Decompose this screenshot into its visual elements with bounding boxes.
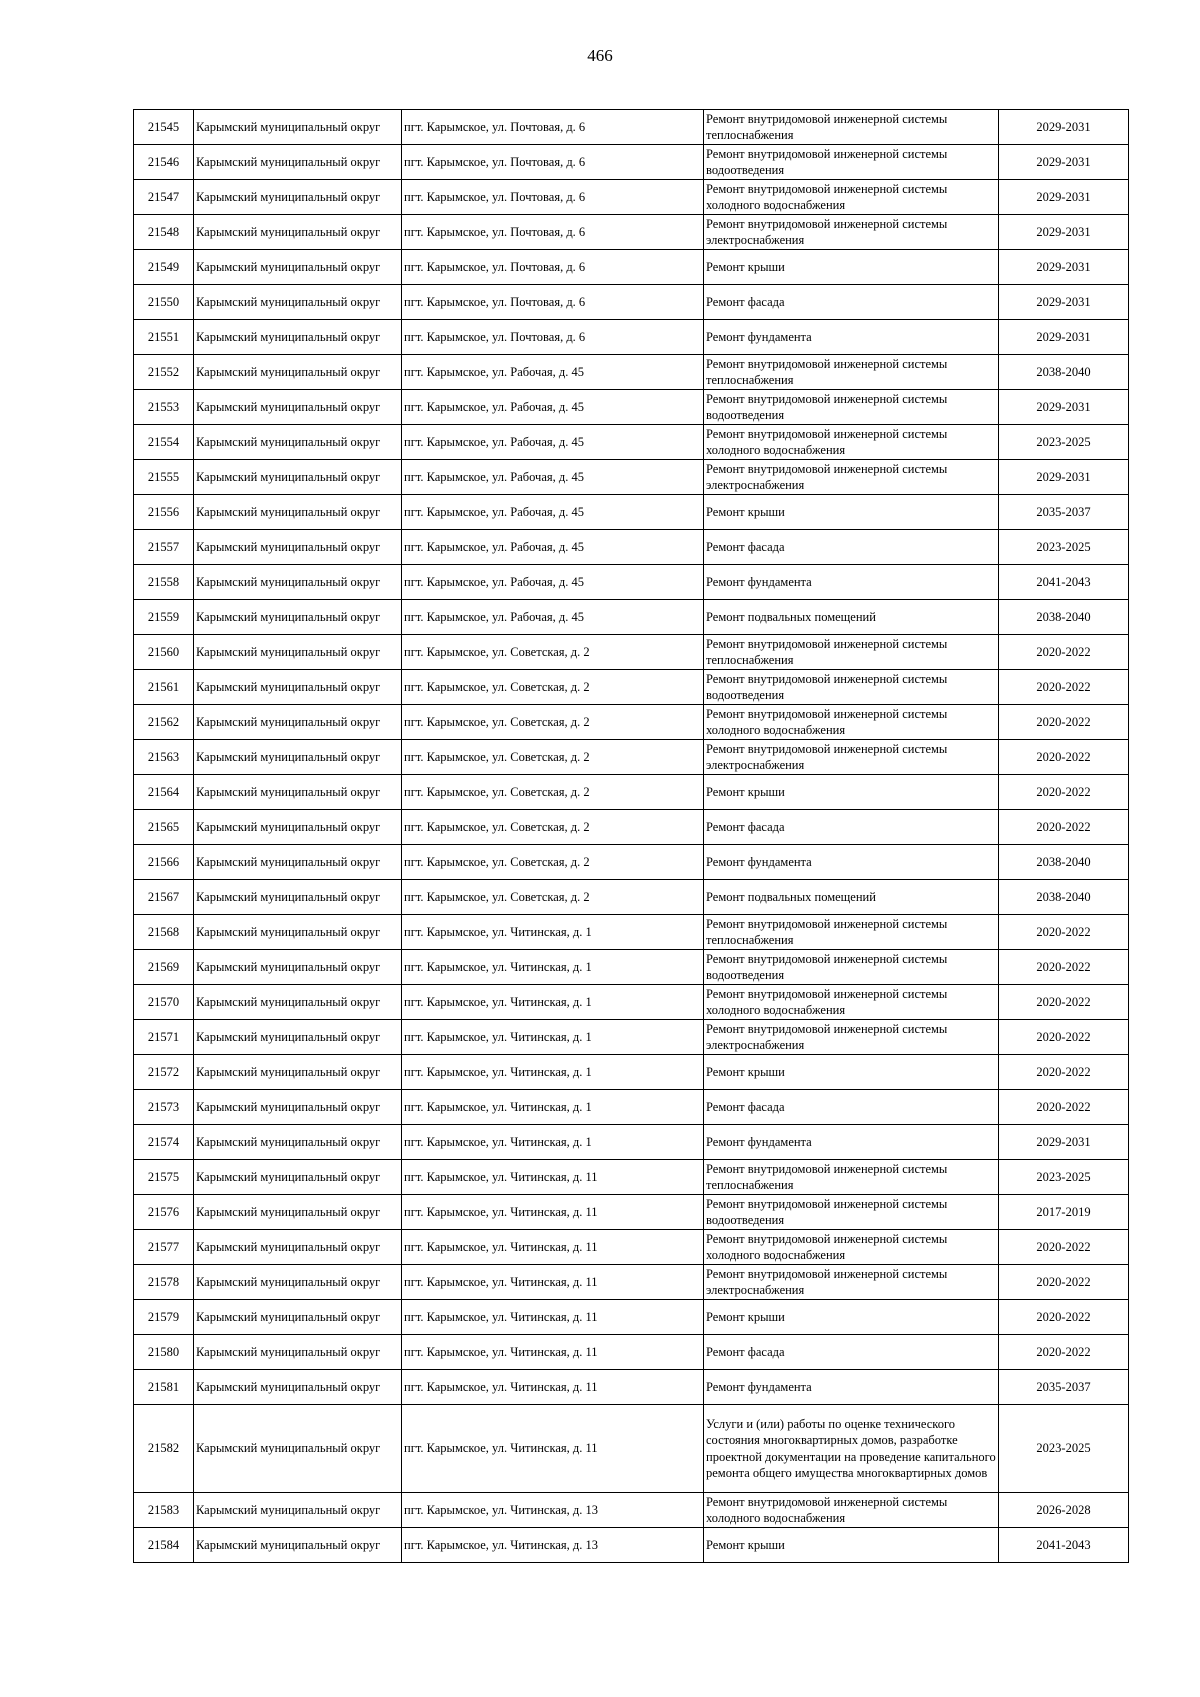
row-number-cell: 21577	[134, 1230, 194, 1265]
district-cell: Карымский муниципальный округ	[194, 1405, 402, 1493]
district-cell: Карымский муниципальный округ	[194, 110, 402, 145]
period-cell: 2020-2022	[999, 635, 1129, 670]
address-cell: пгт. Карымское, ул. Почтовая, д. 6	[402, 320, 704, 355]
work-type-cell: Ремонт внутридомовой инженерной системы холодного водоснабжения	[704, 985, 999, 1020]
district-cell: Карымский муниципальный округ	[194, 320, 402, 355]
address-cell: пгт. Карымское, ул. Рабочая, д. 45	[402, 530, 704, 565]
table-row	[134, 600, 1129, 635]
row-number-cell: 21561	[134, 670, 194, 705]
table-row	[134, 530, 1129, 565]
district-cell: Карымский муниципальный округ	[194, 1230, 402, 1265]
period-cell: 2020-2022	[999, 740, 1129, 775]
work-type-cell: Ремонт фундамента	[704, 1125, 999, 1160]
work-type-cell: Услуги и (или) работы по оценке технического состояния многоквартирных домов, разработке проектной документации на проведение капитального ремонта общего имущества многоквартирных домов	[704, 1405, 999, 1493]
work-type-cell: Ремонт внутридомовой инженерной системы теплоснабжения	[704, 1160, 999, 1195]
address-cell: пгт. Карымское, ул. Рабочая, д. 45	[402, 565, 704, 600]
table-row	[134, 950, 1129, 985]
row-number-cell: 21584	[134, 1528, 194, 1563]
period-cell: 2020-2022	[999, 810, 1129, 845]
period-cell: 2026-2028	[999, 1493, 1129, 1528]
work-type-cell: Ремонт внутридомовой инженерной системы теплоснабжения	[704, 915, 999, 950]
page-number: 466	[587, 46, 613, 65]
district-cell: Карымский муниципальный округ	[194, 530, 402, 565]
work-type-cell: Ремонт фундамента	[704, 565, 999, 600]
capital-repair-table	[133, 109, 1129, 1563]
district-cell: Карымский муниципальный округ	[194, 145, 402, 180]
row-number-cell: 21568	[134, 915, 194, 950]
work-type-cell: Ремонт внутридомовой инженерной системы холодного водоснабжения	[704, 180, 999, 215]
row-number-cell: 21554	[134, 425, 194, 460]
address-cell: пгт. Карымское, ул. Советская, д. 2	[402, 635, 704, 670]
row-number-cell: 21565	[134, 810, 194, 845]
period-cell: 2023-2025	[999, 1160, 1129, 1195]
table-row	[134, 250, 1129, 285]
work-type-cell: Ремонт внутридомовой инженерной системы теплоснабжения	[704, 355, 999, 390]
period-cell: 2023-2025	[999, 425, 1129, 460]
district-cell: Карымский муниципальный округ	[194, 425, 402, 460]
address-cell: пгт. Карымское, ул. Читинская, д. 11	[402, 1370, 704, 1405]
district-cell: Карымский муниципальный округ	[194, 1090, 402, 1125]
work-type-cell: Ремонт крыши	[704, 250, 999, 285]
row-number-cell: 21547	[134, 180, 194, 215]
table-row	[134, 1370, 1129, 1405]
table-row	[134, 985, 1129, 1020]
work-type-cell: Ремонт внутридомовой инженерной системы водоотведения	[704, 670, 999, 705]
period-cell: 2029-2031	[999, 145, 1129, 180]
period-cell: 2035-2037	[999, 495, 1129, 530]
work-type-cell: Ремонт крыши	[704, 1300, 999, 1335]
address-cell: пгт. Карымское, ул. Почтовая, д. 6	[402, 285, 704, 320]
address-cell: пгт. Карымское, ул. Читинская, д. 11	[402, 1405, 704, 1493]
address-cell: пгт. Карымское, ул. Советская, д. 2	[402, 845, 704, 880]
district-cell: Карымский муниципальный округ	[194, 495, 402, 530]
table-row	[134, 845, 1129, 880]
address-cell: пгт. Карымское, ул. Советская, д. 2	[402, 705, 704, 740]
row-number-cell: 21581	[134, 1370, 194, 1405]
district-cell: Карымский муниципальный округ	[194, 1125, 402, 1160]
address-cell: пгт. Карымское, ул. Советская, д. 2	[402, 880, 704, 915]
period-cell: 2020-2022	[999, 950, 1129, 985]
district-cell: Карымский муниципальный округ	[194, 845, 402, 880]
period-cell: 2020-2022	[999, 1265, 1129, 1300]
address-cell: пгт. Карымское, ул. Читинская, д. 1	[402, 1020, 704, 1055]
address-cell: пгт. Карымское, ул. Читинская, д. 11	[402, 1265, 704, 1300]
period-cell: 2029-2031	[999, 215, 1129, 250]
district-cell: Карымский муниципальный округ	[194, 215, 402, 250]
address-cell: пгт. Карымское, ул. Советская, д. 2	[402, 670, 704, 705]
work-type-cell: Ремонт фундамента	[704, 320, 999, 355]
address-cell: пгт. Карымское, ул. Читинская, д. 13	[402, 1493, 704, 1528]
row-number-cell: 21546	[134, 145, 194, 180]
address-cell: пгт. Карымское, ул. Читинская, д. 1	[402, 985, 704, 1020]
work-type-cell: Ремонт внутридомовой инженерной системы холодного водоснабжения	[704, 1230, 999, 1265]
period-cell: 2029-2031	[999, 1125, 1129, 1160]
address-cell: пгт. Карымское, ул. Рабочая, д. 45	[402, 495, 704, 530]
period-cell: 2029-2031	[999, 460, 1129, 495]
work-type-cell: Ремонт фундамента	[704, 845, 999, 880]
table-row	[134, 215, 1129, 250]
row-number-cell: 21548	[134, 215, 194, 250]
district-cell: Карымский муниципальный округ	[194, 1335, 402, 1370]
district-cell: Карымский муниципальный округ	[194, 810, 402, 845]
table-row	[134, 915, 1129, 950]
table-row	[134, 1125, 1129, 1160]
period-cell: 2041-2043	[999, 1528, 1129, 1563]
work-type-cell: Ремонт крыши	[704, 1055, 999, 1090]
work-type-cell: Ремонт внутридомовой инженерной системы холодного водоснабжения	[704, 705, 999, 740]
table-row	[134, 1020, 1129, 1055]
work-type-cell: Ремонт внутридомовой инженерной системы теплоснабжения	[704, 635, 999, 670]
row-number-cell: 21560	[134, 635, 194, 670]
period-cell: 2038-2040	[999, 880, 1129, 915]
address-cell: пгт. Карымское, ул. Рабочая, д. 45	[402, 425, 704, 460]
period-cell: 2020-2022	[999, 1020, 1129, 1055]
row-number-cell: 21551	[134, 320, 194, 355]
period-cell: 2020-2022	[999, 1300, 1129, 1335]
table-row	[134, 145, 1129, 180]
row-number-cell: 21555	[134, 460, 194, 495]
address-cell: пгт. Карымское, ул. Читинская, д. 11	[402, 1230, 704, 1265]
table-row	[134, 320, 1129, 355]
period-cell: 2020-2022	[999, 985, 1129, 1020]
district-cell: Карымский муниципальный округ	[194, 390, 402, 425]
table-row	[134, 880, 1129, 915]
district-cell: Карымский муниципальный округ	[194, 1020, 402, 1055]
district-cell: Карымский муниципальный округ	[194, 355, 402, 390]
row-number-cell: 21575	[134, 1160, 194, 1195]
period-cell: 2017-2019	[999, 1195, 1129, 1230]
district-cell: Карымский муниципальный округ	[194, 285, 402, 320]
district-cell: Карымский муниципальный округ	[194, 950, 402, 985]
district-cell: Карымский муниципальный округ	[194, 915, 402, 950]
district-cell: Карымский муниципальный округ	[194, 635, 402, 670]
row-number-cell: 21549	[134, 250, 194, 285]
table-row	[134, 1493, 1129, 1528]
row-number-cell: 21545	[134, 110, 194, 145]
district-cell: Карымский муниципальный округ	[194, 1300, 402, 1335]
work-type-cell: Ремонт внутридомовой инженерной системы электроснабжения	[704, 740, 999, 775]
row-number-cell: 21576	[134, 1195, 194, 1230]
row-number-cell: 21583	[134, 1493, 194, 1528]
row-number-cell: 21559	[134, 600, 194, 635]
district-cell: Карымский муниципальный округ	[194, 705, 402, 740]
row-number-cell: 21569	[134, 950, 194, 985]
work-type-cell: Ремонт внутридомовой инженерной системы холодного водоснабжения	[704, 1493, 999, 1528]
table-row	[134, 705, 1129, 740]
address-cell: пгт. Карымское, ул. Читинская, д. 11	[402, 1160, 704, 1195]
period-cell: 2023-2025	[999, 1405, 1129, 1493]
row-number-cell: 21562	[134, 705, 194, 740]
district-cell: Карымский муниципальный округ	[194, 1055, 402, 1090]
row-number-cell: 21552	[134, 355, 194, 390]
period-cell: 2029-2031	[999, 110, 1129, 145]
table-row	[134, 180, 1129, 215]
row-number-cell: 21573	[134, 1090, 194, 1125]
table-row	[134, 775, 1129, 810]
address-cell: пгт. Карымское, ул. Читинская, д. 11	[402, 1335, 704, 1370]
row-number-cell: 21579	[134, 1300, 194, 1335]
table-body	[134, 110, 1129, 1563]
district-cell: Карымский муниципальный округ	[194, 1370, 402, 1405]
table-row	[134, 635, 1129, 670]
period-cell: 2038-2040	[999, 600, 1129, 635]
period-cell: 2029-2031	[999, 285, 1129, 320]
work-type-cell: Ремонт крыши	[704, 1528, 999, 1563]
table-row	[134, 565, 1129, 600]
row-number-cell: 21582	[134, 1405, 194, 1493]
address-cell: пгт. Карымское, ул. Читинская, д. 1	[402, 1125, 704, 1160]
table-row	[134, 1090, 1129, 1125]
work-type-cell: Ремонт подвальных помещений	[704, 600, 999, 635]
district-cell: Карымский муниципальный округ	[194, 775, 402, 810]
address-cell: пгт. Карымское, ул. Читинская, д. 13	[402, 1528, 704, 1563]
work-type-cell: Ремонт внутридомовой инженерной системы водоотведения	[704, 390, 999, 425]
work-type-cell: Ремонт внутридомовой инженерной системы водоотведения	[704, 1195, 999, 1230]
district-cell: Карымский муниципальный округ	[194, 460, 402, 495]
period-cell: 2029-2031	[999, 320, 1129, 355]
address-cell: пгт. Карымское, ул. Читинская, д. 11	[402, 1300, 704, 1335]
table-row	[134, 1405, 1129, 1493]
row-number-cell: 21570	[134, 985, 194, 1020]
work-type-cell: Ремонт фасада	[704, 810, 999, 845]
table-row	[134, 460, 1129, 495]
address-cell: пгт. Карымское, ул. Читинская, д. 1	[402, 1055, 704, 1090]
table-row	[134, 1528, 1129, 1563]
period-cell: 2041-2043	[999, 565, 1129, 600]
row-number-cell: 21564	[134, 775, 194, 810]
work-type-cell: Ремонт фасада	[704, 1090, 999, 1125]
period-cell: 2029-2031	[999, 180, 1129, 215]
period-cell: 2020-2022	[999, 1230, 1129, 1265]
row-number-cell: 21566	[134, 845, 194, 880]
period-cell: 2035-2037	[999, 1370, 1129, 1405]
work-type-cell: Ремонт фасада	[704, 530, 999, 565]
district-cell: Карымский муниципальный округ	[194, 565, 402, 600]
address-cell: пгт. Карымское, ул. Читинская, д. 1	[402, 915, 704, 950]
district-cell: Карымский муниципальный округ	[194, 1528, 402, 1563]
table-row	[134, 1160, 1129, 1195]
table-row	[134, 390, 1129, 425]
table-row	[134, 1265, 1129, 1300]
period-cell: 2020-2022	[999, 1335, 1129, 1370]
period-cell: 2038-2040	[999, 355, 1129, 390]
row-number-cell: 21572	[134, 1055, 194, 1090]
address-cell: пгт. Карымское, ул. Читинская, д. 11	[402, 1195, 704, 1230]
address-cell: пгт. Карымское, ул. Рабочая, д. 45	[402, 600, 704, 635]
row-number-cell: 21567	[134, 880, 194, 915]
work-type-cell: Ремонт крыши	[704, 495, 999, 530]
district-cell: Карымский муниципальный округ	[194, 1160, 402, 1195]
row-number-cell: 21557	[134, 530, 194, 565]
period-cell: 2029-2031	[999, 250, 1129, 285]
table-row	[134, 110, 1129, 145]
period-cell: 2020-2022	[999, 705, 1129, 740]
district-cell: Карымский муниципальный округ	[194, 180, 402, 215]
row-number-cell: 21571	[134, 1020, 194, 1055]
row-number-cell: 21550	[134, 285, 194, 320]
district-cell: Карымский муниципальный округ	[194, 1265, 402, 1300]
table-row	[134, 425, 1129, 460]
period-cell: 2020-2022	[999, 670, 1129, 705]
address-cell: пгт. Карымское, ул. Рабочая, д. 45	[402, 390, 704, 425]
work-type-cell: Ремонт внутридомовой инженерной системы водоотведения	[704, 145, 999, 180]
address-cell: пгт. Карымское, ул. Почтовая, д. 6	[402, 180, 704, 215]
address-cell: пгт. Карымское, ул. Почтовая, д. 6	[402, 145, 704, 180]
row-number-cell: 21556	[134, 495, 194, 530]
address-cell: пгт. Карымское, ул. Советская, д. 2	[402, 810, 704, 845]
address-cell: пгт. Карымское, ул. Советская, д. 2	[402, 740, 704, 775]
work-type-cell: Ремонт подвальных помещений	[704, 880, 999, 915]
work-type-cell: Ремонт фасада	[704, 285, 999, 320]
table-row	[134, 1195, 1129, 1230]
district-cell: Карымский муниципальный округ	[194, 670, 402, 705]
table-row	[134, 670, 1129, 705]
table-row	[134, 285, 1129, 320]
row-number-cell: 21578	[134, 1265, 194, 1300]
work-type-cell: Ремонт внутридомовой инженерной системы теплоснабжения	[704, 110, 999, 145]
work-type-cell: Ремонт фасада	[704, 1335, 999, 1370]
work-type-cell: Ремонт внутридомовой инженерной системы электроснабжения	[704, 460, 999, 495]
table-row	[134, 1335, 1129, 1370]
period-cell: 2020-2022	[999, 1055, 1129, 1090]
row-number-cell: 21563	[134, 740, 194, 775]
address-cell: пгт. Карымское, ул. Почтовая, д. 6	[402, 110, 704, 145]
row-number-cell: 21580	[134, 1335, 194, 1370]
period-cell: 2020-2022	[999, 1090, 1129, 1125]
district-cell: Карымский муниципальный округ	[194, 985, 402, 1020]
period-cell: 2038-2040	[999, 845, 1129, 880]
table-row	[134, 1300, 1129, 1335]
district-cell: Карымский муниципальный округ	[194, 600, 402, 635]
address-cell: пгт. Карымское, ул. Советская, д. 2	[402, 775, 704, 810]
district-cell: Карымский муниципальный округ	[194, 880, 402, 915]
address-cell: пгт. Карымское, ул. Рабочая, д. 45	[402, 460, 704, 495]
district-cell: Карымский муниципальный округ	[194, 1493, 402, 1528]
work-type-cell: Ремонт внутридомовой инженерной системы водоотведения	[704, 950, 999, 985]
work-type-cell: Ремонт внутридомовой инженерной системы электроснабжения	[704, 215, 999, 250]
table-row	[134, 740, 1129, 775]
address-cell: пгт. Карымское, ул. Читинская, д. 1	[402, 1090, 704, 1125]
period-cell: 2023-2025	[999, 530, 1129, 565]
table-row	[134, 355, 1129, 390]
row-number-cell: 21574	[134, 1125, 194, 1160]
district-cell: Карымский муниципальный округ	[194, 250, 402, 285]
period-cell: 2029-2031	[999, 390, 1129, 425]
table-row	[134, 1055, 1129, 1090]
table-row	[134, 1230, 1129, 1265]
table-row	[134, 495, 1129, 530]
address-cell: пгт. Карымское, ул. Читинская, д. 1	[402, 950, 704, 985]
address-cell: пгт. Карымское, ул. Почтовая, д. 6	[402, 250, 704, 285]
district-cell: Карымский муниципальный округ	[194, 740, 402, 775]
work-type-cell: Ремонт внутридомовой инженерной системы электроснабжения	[704, 1020, 999, 1055]
district-cell: Карымский муниципальный округ	[194, 1195, 402, 1230]
address-cell: пгт. Карымское, ул. Рабочая, д. 45	[402, 355, 704, 390]
period-cell: 2020-2022	[999, 915, 1129, 950]
row-number-cell: 21553	[134, 390, 194, 425]
work-type-cell: Ремонт фундамента	[704, 1370, 999, 1405]
address-cell: пгт. Карымское, ул. Почтовая, д. 6	[402, 215, 704, 250]
work-type-cell: Ремонт внутридомовой инженерной системы холодного водоснабжения	[704, 425, 999, 460]
period-cell: 2020-2022	[999, 775, 1129, 810]
row-number-cell: 21558	[134, 565, 194, 600]
work-type-cell: Ремонт крыши	[704, 775, 999, 810]
work-type-cell: Ремонт внутридомовой инженерной системы электроснабжения	[704, 1265, 999, 1300]
table-row	[134, 810, 1129, 845]
